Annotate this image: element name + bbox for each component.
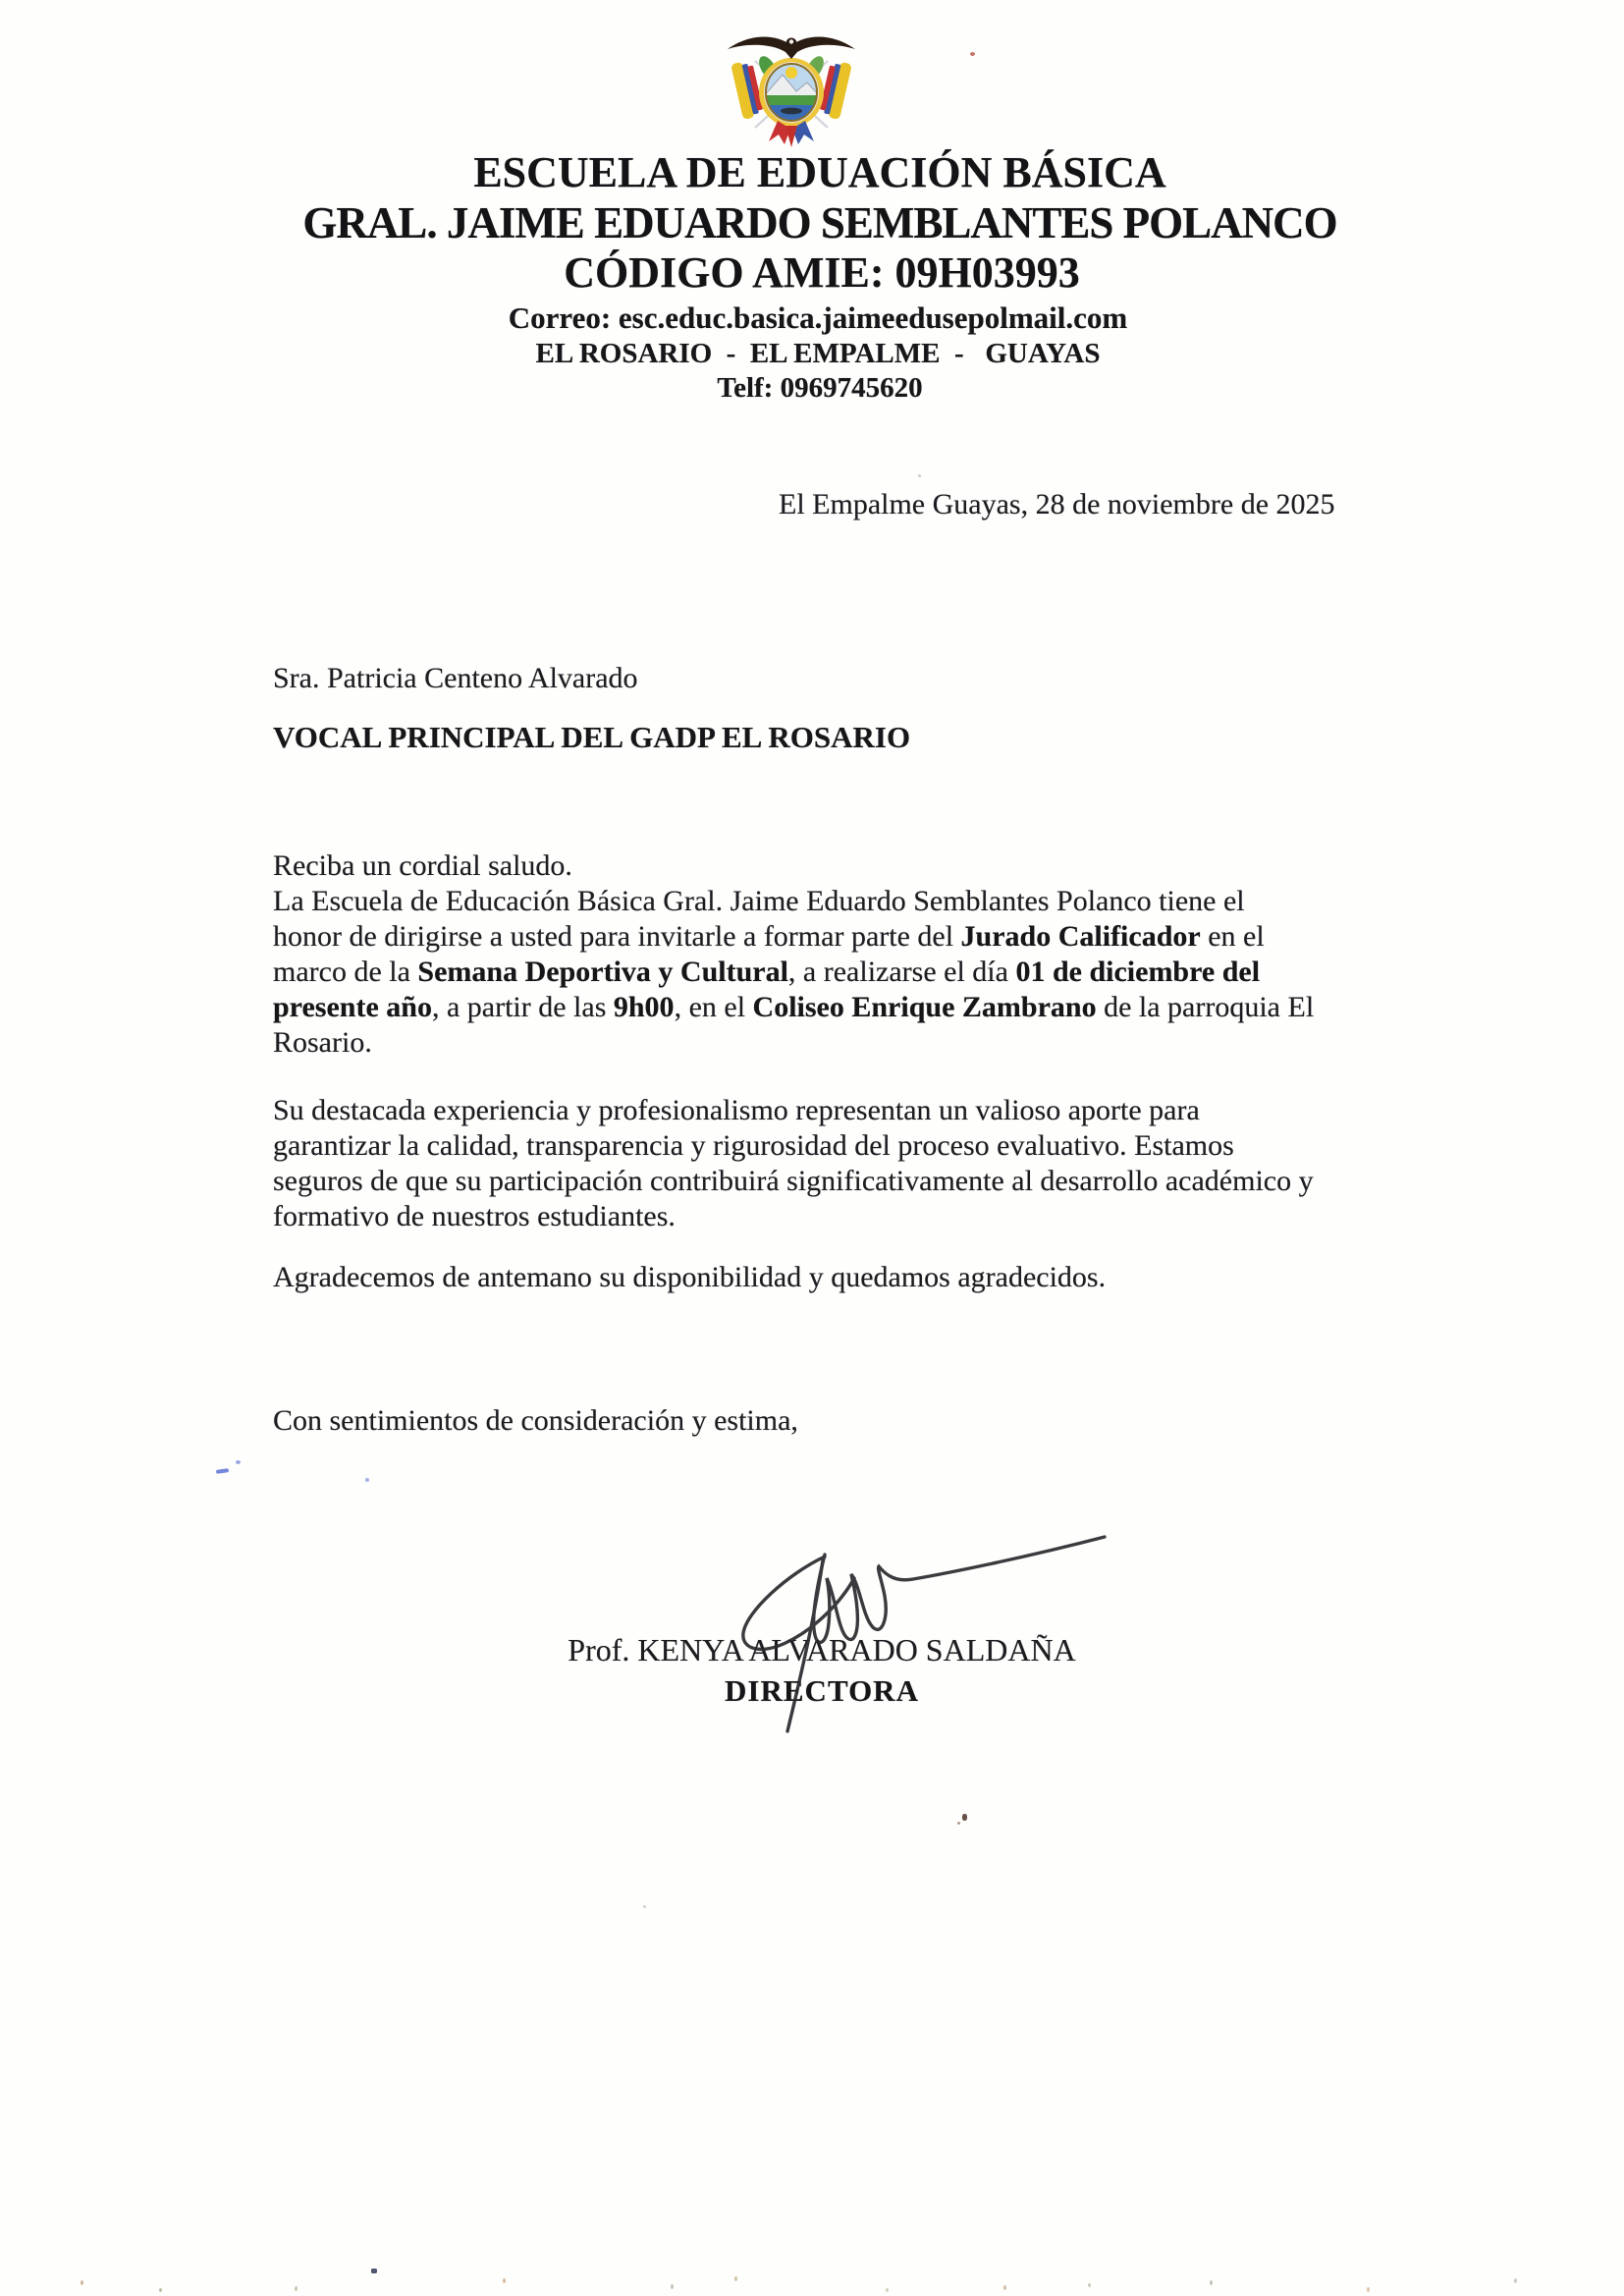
scan-speck bbox=[1367, 2287, 1370, 2292]
school-email-line: Correo: esc.educ.basica.jaimeedusepolmail.com bbox=[508, 301, 1128, 335]
pen-mark bbox=[216, 1468, 229, 1474]
signer-name: Prof. KENYA ALVARADO SALDAÑA bbox=[568, 1632, 1076, 1667]
recipient-name: Sra. Patricia Centeno Alvarado bbox=[273, 662, 638, 694]
body-line: seguros de que su participación contribuirá significativamente al desarrollo académico y bbox=[273, 1165, 1314, 1197]
scan-speck bbox=[886, 2288, 889, 2292]
scan-speck bbox=[1210, 2280, 1213, 2285]
signer-title: DIRECTORA bbox=[725, 1673, 919, 1708]
body-line: honor de dirigirse a usted para invitarle a formar parte del Jurado Calificador en el bbox=[273, 920, 1265, 953]
scan-speck bbox=[643, 1905, 646, 1908]
body-line: formativo de nuestros estudiantes. bbox=[273, 1200, 676, 1232]
scan-speck bbox=[671, 2284, 674, 2289]
school-name-line1: ESCUELA DE EDUACIÓN BÁSICA bbox=[473, 148, 1166, 196]
letter-date: El Empalme Guayas, 28 de noviembre de 2025 bbox=[779, 488, 1335, 520]
scan-speck bbox=[962, 1814, 967, 1821]
body-line: marco de la Semana Deportiva y Cultural, a realizarse el día 01 de diciembre del bbox=[273, 956, 1261, 988]
body-line: Agradecemos de antemano su disponibilidad y quedamos agradecidos. bbox=[273, 1261, 1107, 1293]
scan-speck bbox=[1514, 2278, 1517, 2283]
scan-speck bbox=[957, 1822, 960, 1825]
paragraph-2 bbox=[273, 1093, 1387, 1234]
scan-speck bbox=[159, 2288, 162, 2292]
school-emblem-icon bbox=[718, 27, 865, 149]
school-phone-line: Telf: 0969745620 bbox=[717, 372, 923, 404]
scan-speck bbox=[295, 2286, 298, 2291]
body-line: Reciba un cordial saludo. bbox=[273, 849, 572, 882]
scan-speck bbox=[734, 2276, 737, 2281]
scan-speck bbox=[1088, 2283, 1091, 2287]
pen-mark bbox=[236, 1460, 241, 1464]
scan-speck bbox=[918, 474, 921, 477]
letter-body bbox=[273, 848, 1387, 1295]
scan-speck bbox=[503, 2278, 506, 2283]
school-name-line2: GRAL. JAIME EDUARDO SEMBLANTES POLANCO bbox=[302, 198, 1337, 247]
body-line: La Escuela de Educación Básica Gral. Jaime Eduardo Semblantes Polanco tiene el bbox=[273, 885, 1245, 917]
body-line: Rosario. bbox=[273, 1026, 372, 1059]
scan-speck bbox=[970, 52, 975, 56]
scan-speck bbox=[1003, 2285, 1006, 2290]
scan-speck bbox=[81, 2280, 83, 2285]
school-location-line: EL ROSARIO - EL EMPALME - GUAYAS bbox=[535, 338, 1101, 369]
closing-line: Con sentimientos de consideración y estima, bbox=[273, 1404, 798, 1437]
scan-speck bbox=[371, 2269, 377, 2273]
body-line: garantizar la calidad, transparencia y rigurosidad del proceso evaluativo. Estamos bbox=[273, 1129, 1234, 1162]
body-line: Su destacada experiencia y profesionalismo representan un valioso aporte para bbox=[273, 1094, 1200, 1126]
paragraph-3 bbox=[273, 1260, 1387, 1295]
body-line: presente año, a partir de las 9h00, en el Coliseo Enrique Zambrano de la parroquia El bbox=[273, 991, 1315, 1023]
recipient-title: VOCAL PRINCIPAL DEL GADP EL ROSARIO bbox=[273, 720, 911, 754]
signature-handwriting-icon bbox=[727, 1517, 1119, 1743]
paragraph-1 bbox=[273, 848, 1387, 1061]
school-amie-code: CÓDIGO AMIE: 09H03993 bbox=[564, 248, 1080, 297]
pen-mark bbox=[365, 1478, 369, 1482]
